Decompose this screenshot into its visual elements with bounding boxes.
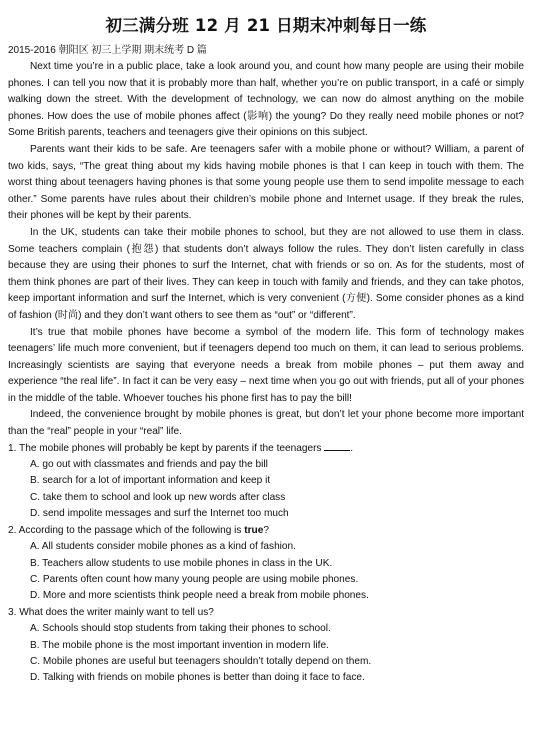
- page-title: 初三满分班 12 月 21 日期末冲刺每日一练: [105, 16, 427, 35]
- answer-blank: [324, 441, 350, 451]
- option-b: B. search for a lot of important information and keep it: [30, 475, 271, 487]
- option-c: C. Parents often count how many young people are using mobile phones.: [30, 573, 359, 585]
- option-d: D. More and more scientists think people need a break from mobile phones.: [30, 590, 369, 602]
- passage-paragraph-4: It’s true that mobile phones have become a symbol of the modern life. This form of technology makes teenagers’ life much more convenient, but if teenagers depend too much on them, it can lead to serious problems. Increasingly scientists are saying that everyone needs a break from mobile phones – put them away and experience “the real life”. In fact it can be very easy – next time when you go out with friends, put all of your phones in the middle of the table. Whoever touches his phone first has to pay the bill!: [8, 326, 524, 404]
- option-b: B. The mobile phone is the most important invention in modern life.: [30, 639, 329, 651]
- question-stem-text: 1. The mobile phones will probably be kept by parents if the teenagers: [8, 442, 322, 454]
- question-stem-end: ?: [263, 524, 269, 536]
- option-a: A. go out with classmates and friends and pay the bill: [30, 459, 268, 471]
- passage-paragraph-3: In the UK, students can take their mobile phones to school, but they are not allowed to use them in class. Some teachers complain (抱怨) that students don’t always follow the rules. They don’t listen carefully in class because they are using their phones to surf the Internet, chat with friends or so on. As for the students, most of them think phones are part of their lives. They can keep in touch with family and friends, and they can take photos, keep important information and surf the Internet, which is very convenient (方便). Some consider phones as a kind of fashion (时尚) and they don’t want others to see them as “out” or “different”.: [8, 226, 524, 321]
- option-c: C. take them to school and look up new words after class: [30, 491, 286, 503]
- passage: [8, 59, 524, 441]
- passage-paragraph-5: Indeed, the convenience brought by mobile phones is great, but don’t let your phone become more important than the “real” people in your “real” life.: [8, 409, 524, 438]
- question-3: [8, 605, 524, 687]
- question-2: [8, 523, 524, 605]
- question-stem-end: .: [350, 442, 354, 454]
- option-d: D. send impolite messages and surf the Internet too much: [30, 508, 289, 520]
- option-b: B. Teachers allow students to use mobile phones in class in the UK.: [30, 557, 333, 569]
- option-a: A. Schools should stop students from taking their phones to school.: [30, 623, 331, 635]
- question-stem: [8, 523, 524, 539]
- question-stem: [8, 441, 524, 457]
- question-1: [8, 441, 524, 523]
- option-c: C. Mobile phones are useful but teenagers shouldn’t totally depend on them.: [30, 655, 372, 667]
- question-stem-emphasis: true: [244, 524, 264, 536]
- passage-paragraph-1: Next time you’re in a public place, take a look around you, and count how many people are using their mobile phones. I can tell you now that it is probably more than half, whether you’re on public transport, in a café or simply walking down the street. With the development of technology, we can now do almost anything on the mobile phones. How does the use of mobile phones affect (影响) the young? Do they really need mobile phones or not? Some British parents, teachers and teenagers give their opinions on this subject.: [8, 61, 524, 139]
- option-a: A. All students consider mobile phones as a kind of fashion.: [30, 541, 296, 553]
- source-line: 2015-2016 朝阳区 初三上学期 期末统考 D 篇: [8, 45, 207, 56]
- question-stem-text: 2. According to the passage which of the following is: [8, 524, 242, 536]
- passage-paragraph-2: Parents want their kids to be safe. Are teenagers safer with a mobile phone or without? William, a parent of two kids, says, “The great thing about my kids having mobile phones is that I can keep in touch with them. The worst thing about teenagers having phones is that some young people use them to send impolite message to each other.” Some parents have rules about their children’s mobile phone and Internet usage. If they break the rules, their phones will be kept by their parents.: [8, 143, 524, 222]
- option-d: D. Talking with friends on mobile phones is better than doing it face to face.: [30, 672, 365, 684]
- question-stem: 3. What does the writer mainly want to tell us?: [8, 606, 214, 618]
